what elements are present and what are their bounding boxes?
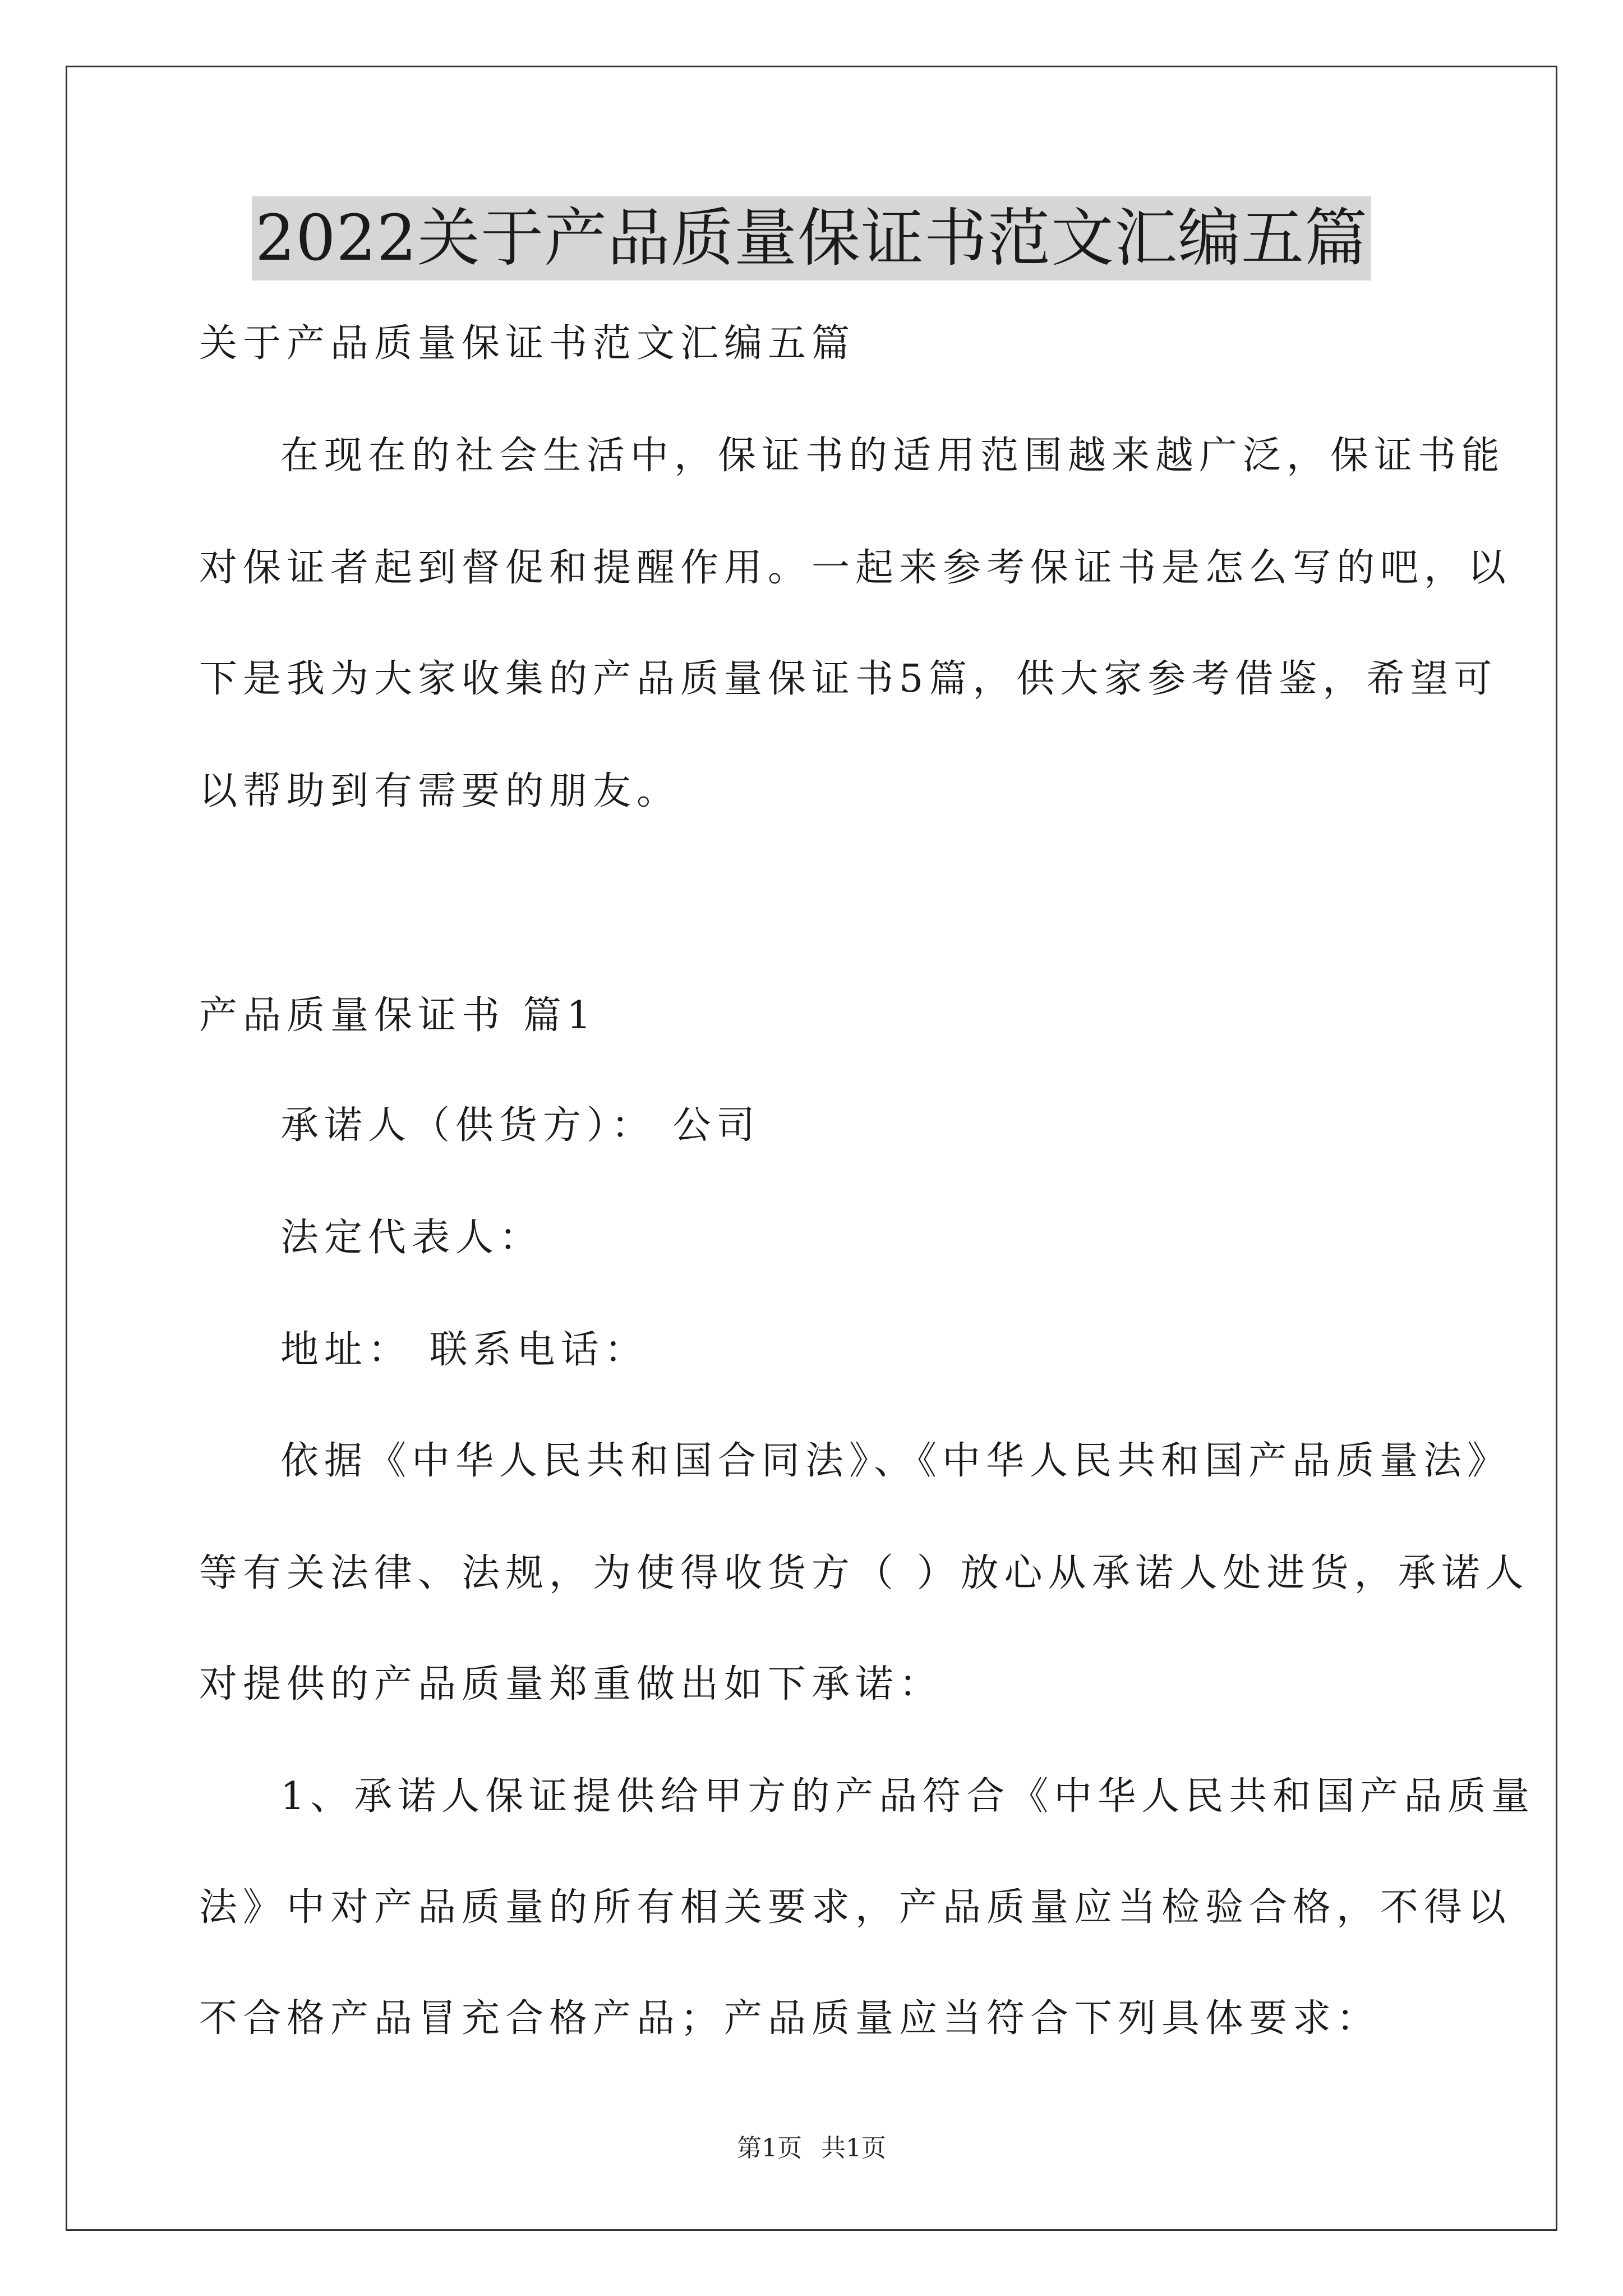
item1-line-1: 1、承诺人保证提供给甲方的产品符合《中华人民共和国产品质量	[280, 1774, 1536, 1819]
intro-line-3: 下是我为大家收集的产品质量保证书5篇，供大家参考借鉴，希望可	[199, 657, 1498, 701]
section-heading: 产品质量保证书 篇1	[199, 993, 597, 1038]
field-promisor: 承诺人（供货方）： 公司	[280, 1103, 760, 1148]
page-footer	[0, 2132, 1623, 2165]
item1-line-2: 法》中对产品质量的所有相关要求，产品质量应当检验合格，不得以	[199, 1885, 1512, 1930]
field-address: 地址： 联系电话：	[280, 1328, 648, 1372]
document-subtitle: 关于产品质量保证书范文汇编五篇	[199, 321, 856, 366]
basis-line-1: 依据《中华人民共和国合同法》、《中华人民共和国产品质量法》	[280, 1439, 1511, 1483]
item1-line-3: 不合格产品冒充合格产品；产品质量应当符合下列具体要求：	[199, 1996, 1381, 2041]
intro-line-1: 在现在的社会生活中，保证书的适用范围越来越广泛，保证书能	[280, 434, 1506, 478]
page-number: 第1页	[737, 2134, 802, 2162]
field-legal-rep: 法定代表人：	[280, 1216, 543, 1260]
document-title: 2022关于产品质量保证书范文汇编五篇	[252, 196, 1371, 280]
page-total: 共1页	[821, 2134, 886, 2162]
basis-line-3: 对提供的产品质量郑重做出如下承诺：	[199, 1662, 943, 1706]
intro-line-4: 以帮助到有需要的朋友。	[199, 769, 681, 813]
basis-line-2: 等有关法律、法规，为使得收货方（ ）放心从承诺人处进货，承诺人	[199, 1551, 1529, 1595]
title-container	[0, 196, 1623, 280]
intro-line-2: 对保证者起到督促和提醒作用。一起来参考保证书是怎么写的吧，以	[199, 546, 1512, 590]
